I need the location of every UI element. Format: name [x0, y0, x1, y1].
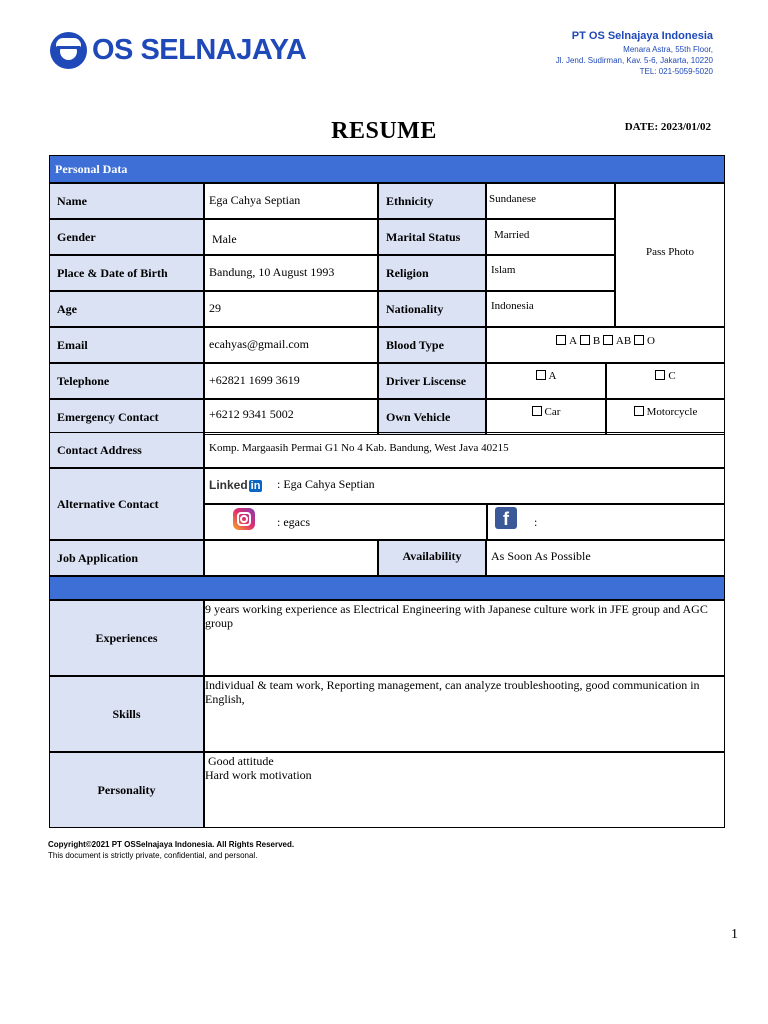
blood-o-label: O [646, 335, 655, 347]
license-a-label: A [548, 370, 557, 382]
license-c-checkbox[interactable] [655, 370, 665, 380]
email-value: ecahyas@gmail.com [204, 327, 378, 363]
driver-license-label: Driver Liscense [378, 363, 486, 399]
vehicle-motorcycle-option [606, 399, 725, 435]
page-number: 1 [731, 927, 738, 942]
vehicle-car-checkbox[interactable] [532, 406, 542, 416]
blood-type-options [486, 327, 725, 363]
personality-label: Personality [49, 752, 204, 828]
gender-label: Gender [49, 219, 204, 255]
marital-status-value [486, 219, 615, 255]
personality-value [204, 752, 725, 828]
instagram-icon [233, 508, 255, 530]
section-divider-bar [49, 576, 725, 600]
age-value: 29 [204, 291, 378, 327]
contact-address-label: Contact Address [49, 432, 204, 468]
facebook-icon: f [495, 507, 517, 529]
linkedin-icon [209, 478, 262, 492]
religion-value: Islam [486, 255, 615, 291]
emergency-contact-label: Emergency Contact [49, 399, 204, 435]
instagram-value: : egacs [277, 515, 310, 529]
personal-data-header: Personal Data [49, 155, 725, 183]
facebook-value: : [534, 515, 538, 529]
job-application-value [204, 540, 378, 576]
ethnicity-label: Ethnicity [378, 183, 486, 219]
company-address [556, 44, 713, 77]
blood-a-label: A [569, 335, 578, 347]
vehicle-motorcycle-checkbox[interactable] [634, 406, 644, 416]
license-c-option [606, 363, 725, 399]
telephone-value: +62821 1699 3619 [204, 363, 378, 399]
document-date: DATE: 2023/01/02 [624, 121, 711, 133]
telephone-label: Telephone [49, 363, 204, 399]
experiences-value: 9 years working experience as Electrical Engineering with Japanese culture work in JFE group and AGC group [204, 600, 725, 676]
email-label: Email [49, 327, 204, 363]
marital-status-text: Married [494, 229, 530, 241]
pass-photo-box: Pass Photo [615, 183, 725, 327]
skills-value: Individual & team work, Reporting management, can analyze troubleshooting, good communication in English, [204, 676, 725, 752]
blood-ab-label: AB [615, 335, 632, 347]
ethnicity-value: Sundanese [486, 183, 615, 219]
nationality-label: Nationality [378, 291, 486, 327]
emergency-contact-value: +6212 9341 5002 [204, 399, 378, 435]
address-line-2: Jl. Jend. Sudirman, Kav. 5-6, Jakarta, 10220 [555, 56, 713, 65]
birth-label: Place & Date of Birth [49, 255, 204, 291]
age-label: Age [49, 291, 204, 327]
linkedin-value: : Ega Cahya Septian [277, 477, 375, 491]
company-logo-text: OS SELNAJAYA [92, 34, 307, 66]
gender-value: Male [204, 219, 378, 255]
personality-line-2: Hard work motivation [205, 768, 312, 782]
blood-b-label: B [592, 335, 601, 347]
nationality-value: Indonesia [486, 291, 615, 327]
linkedin-in-badge: in [250, 480, 261, 492]
company-name: PT OS Selnajaya Indonesia [571, 30, 713, 42]
availability-value: As Soon As Possible [486, 540, 725, 576]
page-title: RESUME [331, 118, 437, 144]
skills-label: Skills [49, 676, 204, 752]
blood-type-label: Blood Type [378, 327, 486, 363]
marital-status-label: Marital Status [378, 219, 486, 255]
blood-ab-checkbox[interactable] [603, 335, 613, 345]
license-c-label: C [668, 370, 676, 382]
linkedin-row [204, 468, 725, 504]
vehicle-car-option [486, 399, 606, 435]
blood-b-checkbox[interactable] [580, 335, 590, 345]
blood-o-checkbox[interactable] [634, 335, 644, 345]
address-line-1: Menara Astra, 55th Floor, [623, 45, 713, 54]
license-a-option [486, 363, 606, 399]
copyright-text: Copyright©2021 PT OSSelnajaya Indonesia. All Rights Reserved. [48, 840, 295, 849]
linkedin-word: Linked [209, 478, 248, 492]
personality-line-1: Good attitude [205, 754, 274, 768]
alternative-contact-label: Alternative Contact [49, 468, 204, 540]
birth-value: Bandung, 10 August 1993 [204, 255, 378, 291]
contact-address-value: Komp. Margaasih Permai G1 No 4 Kab. Bandung, West Java 40215 [204, 432, 725, 468]
experiences-label: Experiences [49, 600, 204, 676]
instagram-cell [204, 504, 487, 540]
confidential-note: This document is strictly private, confidential, and personal. [48, 851, 258, 860]
own-vehicle-label: Own Vehicle [378, 399, 486, 435]
facebook-cell [487, 504, 725, 540]
job-application-label: Job Application [49, 540, 204, 576]
vehicle-motorcycle-label: Motorcycle [646, 406, 698, 418]
availability-label: Availability [378, 540, 486, 576]
name-label: Name [49, 183, 204, 219]
address-line-3: TEL: 021-5059-5020 [639, 67, 713, 76]
company-logo-icon [50, 32, 87, 69]
vehicle-car-label: Car [544, 406, 561, 418]
religion-label: Religion [378, 255, 486, 291]
license-a-checkbox[interactable] [536, 370, 546, 380]
name-value: Ega Cahya Septian [204, 183, 378, 219]
blood-a-checkbox[interactable] [556, 335, 566, 345]
